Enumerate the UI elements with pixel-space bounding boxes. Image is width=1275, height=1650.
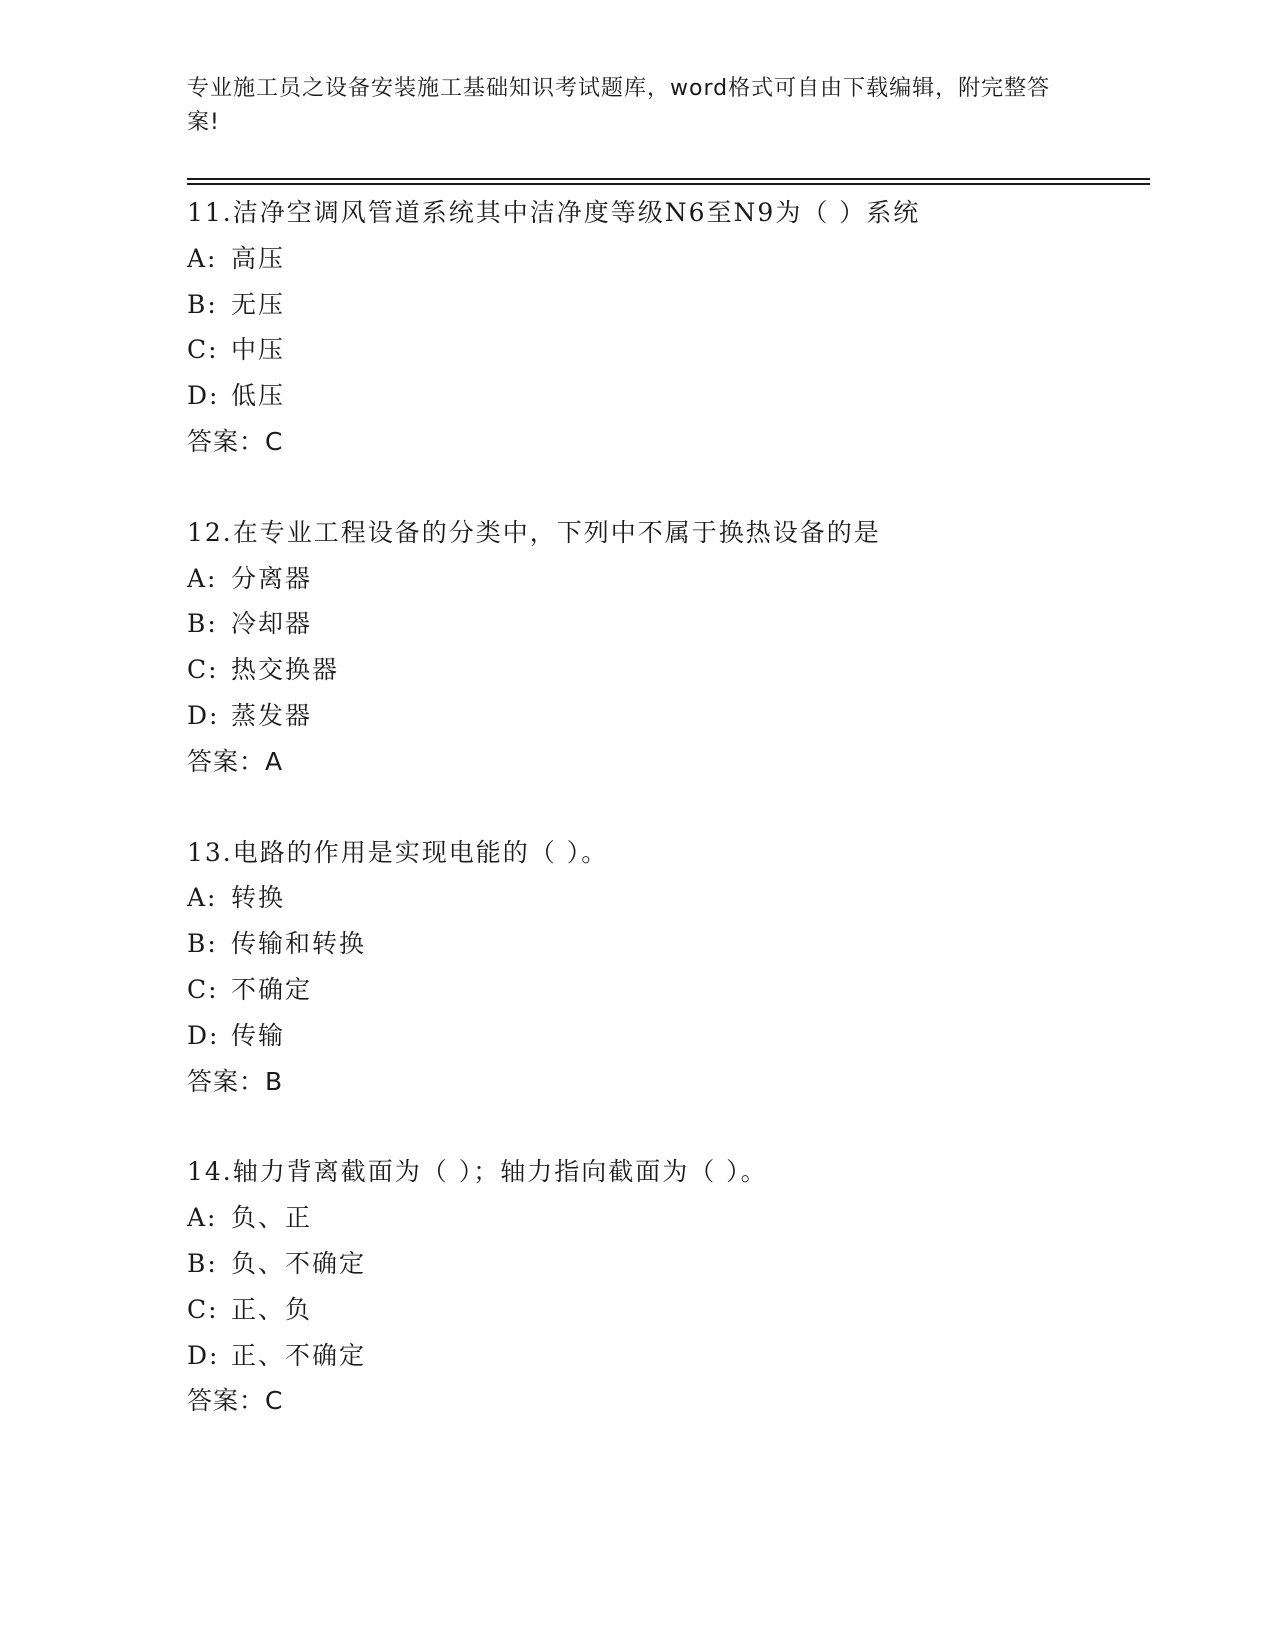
option-key: B: bbox=[187, 929, 218, 959]
option-key: B: bbox=[187, 1248, 218, 1278]
question-stem: 14.轴力背离截面为（ ）；轴力指向截面为（ ）。 bbox=[187, 1157, 768, 1187]
option-text: 冷却器 bbox=[231, 609, 313, 639]
option-b bbox=[187, 601, 1147, 647]
option-c bbox=[187, 1287, 1147, 1333]
option-key: D: bbox=[187, 700, 220, 730]
answer: 答案：A bbox=[187, 746, 284, 776]
option-key: D: bbox=[187, 381, 220, 411]
question-12 bbox=[187, 510, 1147, 785]
question-stem: 12.在专业工程设备的分类中，下列中不属于换热设备的是 bbox=[187, 517, 881, 547]
option-key: B: bbox=[187, 609, 218, 639]
option-key: A: bbox=[187, 883, 218, 913]
option-text: 负、不确定 bbox=[231, 1248, 367, 1278]
option-text: 分离器 bbox=[231, 563, 313, 593]
option-text: 转换 bbox=[231, 883, 286, 913]
question-stem: 11.洁净空调风管道系统其中洁净度等级N6至N9为（ ）系统 bbox=[187, 198, 921, 227]
header-divider-bottom bbox=[187, 183, 1150, 185]
option-text: 正、不确定 bbox=[231, 1340, 367, 1370]
question-list bbox=[187, 190, 1147, 1469]
option-key: D: bbox=[187, 1340, 220, 1370]
option-text: 负、正 bbox=[231, 1203, 313, 1233]
option-text: 传输 bbox=[231, 1020, 286, 1050]
option-b bbox=[187, 282, 1147, 328]
answer: 答案：C bbox=[187, 1386, 284, 1416]
option-text: 中压 bbox=[231, 335, 286, 365]
option-b bbox=[187, 921, 1147, 967]
option-a bbox=[187, 875, 1147, 921]
option-b bbox=[187, 1241, 1147, 1287]
option-d bbox=[187, 373, 1147, 419]
question-11 bbox=[187, 190, 1147, 465]
option-a bbox=[187, 1195, 1147, 1241]
option-a bbox=[187, 236, 1147, 282]
option-key: A: bbox=[187, 243, 218, 273]
option-text: 正、负 bbox=[231, 1294, 313, 1324]
document-header: 专业施工员之设备安装施工基础知识考试题库，word格式可自由下载编辑，附完整答案! bbox=[187, 76, 1051, 135]
option-c bbox=[187, 967, 1147, 1013]
option-text: 低压 bbox=[231, 381, 286, 411]
option-key: C: bbox=[187, 335, 219, 365]
option-key: A: bbox=[187, 1203, 218, 1233]
answer: 答案：B bbox=[187, 1066, 284, 1096]
option-text: 热交换器 bbox=[231, 655, 340, 685]
option-d bbox=[187, 1013, 1147, 1059]
option-key: A: bbox=[187, 563, 218, 593]
option-text: 无压 bbox=[231, 289, 286, 319]
option-d bbox=[187, 693, 1147, 739]
option-c bbox=[187, 647, 1147, 693]
option-key: D: bbox=[187, 1020, 220, 1050]
question-14 bbox=[187, 1149, 1147, 1424]
question-stem: 13.电路的作用是实现电能的（ ）。 bbox=[187, 837, 609, 867]
option-key: C: bbox=[187, 974, 219, 1004]
question-13 bbox=[187, 830, 1147, 1105]
option-key: C: bbox=[187, 1294, 219, 1324]
option-text: 不确定 bbox=[231, 974, 313, 1004]
option-text: 传输和转换 bbox=[231, 929, 367, 959]
option-a bbox=[187, 556, 1147, 602]
header-divider-top bbox=[187, 178, 1150, 180]
option-key: B: bbox=[187, 289, 218, 319]
option-c bbox=[187, 327, 1147, 373]
option-key: C: bbox=[187, 655, 219, 685]
answer: 答案：C bbox=[187, 426, 284, 456]
option-text: 蒸发器 bbox=[231, 700, 313, 730]
option-d bbox=[187, 1333, 1147, 1379]
option-text: 高压 bbox=[231, 243, 286, 273]
